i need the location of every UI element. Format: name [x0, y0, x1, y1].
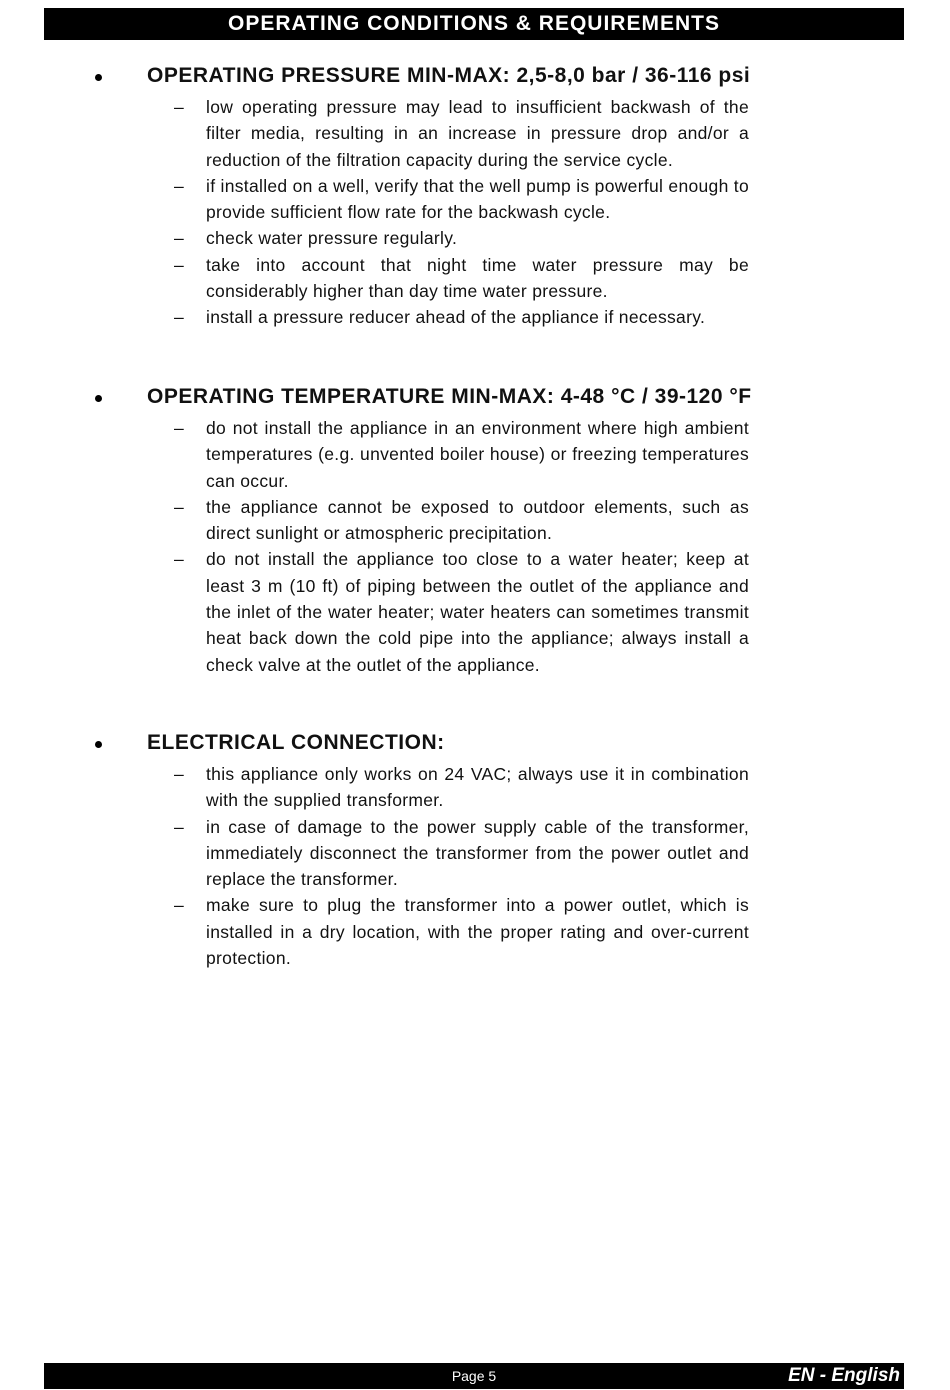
dash-icon: –	[174, 895, 184, 916]
dash-icon: –	[174, 228, 184, 249]
dash-icon: –	[174, 97, 184, 117]
page-number: Page 5	[451, 1368, 497, 1384]
dash-icon: –	[174, 764, 184, 784]
list-item	[0, 415, 950, 494]
item-list	[0, 415, 950, 678]
dash-icon: –	[174, 549, 184, 570]
bullet-icon	[95, 395, 102, 402]
section-heading	[0, 731, 950, 761]
item-list	[0, 94, 950, 331]
item-text: in case of damage to the power supply cable of the transformer, immediately disconnect the transformer from the power outlet and replace the transformer.	[206, 816, 749, 890]
footer-bar	[44, 1363, 904, 1389]
section-operating-pressure	[0, 64, 950, 331]
item-text: install a pressure reducer ahead of the appliance if necessary.	[206, 307, 706, 328]
list-item	[0, 892, 950, 971]
dash-icon: –	[174, 254, 184, 275]
dash-icon: –	[174, 816, 184, 837]
dash-icon: –	[174, 496, 184, 517]
section-title: OPERATING TEMPERATURE MIN-MAX: 4-48 °C / 39-120 °F	[147, 385, 752, 408]
bullet-icon	[95, 741, 102, 748]
bullet-icon	[95, 74, 102, 81]
dash-icon: –	[174, 418, 184, 438]
dash-icon: –	[174, 307, 184, 328]
header-bar	[44, 8, 904, 40]
section-operating-temperature	[0, 385, 950, 678]
page-header-title: OPERATING CONDITIONS & REQUIREMENTS	[228, 12, 720, 35]
list-item	[0, 814, 950, 893]
section-electrical-connection	[0, 731, 950, 971]
section-heading	[0, 385, 950, 415]
list-item	[0, 252, 950, 305]
section-title: OPERATING PRESSURE MIN-MAX: 2,5-8,0 bar / 36-116 psi	[147, 64, 751, 87]
item-text: take into account that night time water pressure may be considerably higher than day time water pressure.	[206, 254, 749, 302]
dash-icon: –	[174, 175, 184, 196]
item-list	[0, 761, 950, 971]
item-text: the appliance cannot be exposed to outdoor elements, such as direct sunlight or atmospheric precipitation.	[206, 496, 749, 544]
item-text: this appliance only works on 24 VAC; always use it in combination with the supplied transformer.	[206, 764, 749, 811]
section-title: ELECTRICAL CONNECTION:	[147, 731, 445, 754]
list-item	[0, 761, 950, 814]
item-text: check water pressure regularly.	[206, 228, 458, 249]
item-text: do not install the appliance in an environment where high ambient temperatures (e.g. unvented boiler house) or freezing temperatures can occur.	[206, 418, 749, 491]
item-text: if installed on a well, verify that the well pump is powerful enough to provide sufficient flow rate for the backwash cycle.	[206, 175, 749, 223]
section-heading	[0, 64, 950, 94]
list-item	[0, 225, 950, 251]
list-item	[0, 304, 950, 330]
item-text: do not install the appliance too close to a water heater; keep at least 3 m (10 ft) of piping between the outlet of the appliance and the inlet of the water heater; water heaters can sometimes transmit heat back down the cold pipe into the appliance; always install a check valve at the outlet of the appliance.	[206, 549, 749, 675]
list-item	[0, 94, 950, 173]
list-item	[0, 546, 950, 677]
list-item	[0, 173, 950, 226]
language-label: EN - English	[788, 1365, 900, 1386]
list-item	[0, 494, 950, 547]
item-text: low operating pressure may lead to insufficient backwash of the filter media, resulting in an increase in pressure drop and/or a reduction of the filtration capacity during the service cycle.	[206, 97, 749, 170]
item-text: make sure to plug the transformer into a power outlet, which is installed in a dry location, with the proper rating and over-current protection.	[206, 895, 749, 969]
